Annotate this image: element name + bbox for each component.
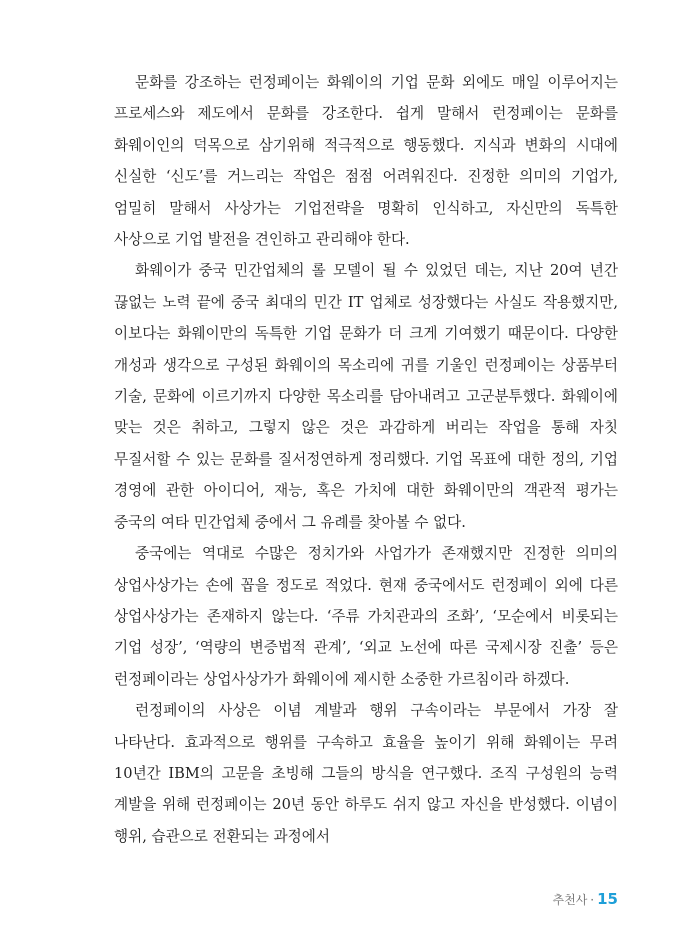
footer-section-label: 추천사	[552, 893, 588, 907]
paragraph-1: 문화를 강조하는 런정페이는 화웨이의 기업 문화 외에도 매일 이루어지는 프로세스와 제도에서 문화를 강조한다. 쉽게 말해서 런정페이는 문화를 화웨이인의 덕목으로 삼기위해 적극적으로 행동했다. 지식과 변화의 시대에 신실한 ‘신도’를 거느리는 작업은 점점 어려워진다. 진정한 의미의 기업가, 엄밀히 말해서 사상가는 기업전략을 명확히 인식하고, 자신만의 독특한 사상으로 기업 발전을 견인하고 관리해야 한다.	[114, 74, 618, 249]
page-footer	[553, 890, 618, 908]
footer-separator: ·	[590, 893, 595, 907]
paragraph-2: 화웨이가 중국 민간업체의 롤 모델이 될 수 있었던 데는, 지난 20여 년간 끊없는 노력 끝에 중국 최대의 민간 IT 업체로 성장했다는 사실도 작용했지만, 이보다는 화웨이만의 독특한 기업 문화가 더 크게 기여했기 때문이다. 다양한 개성과 생각으로 구성된 화웨이의 목소리에 귀를 기울인 런정페이는 상품부터 기술, 문화에 이르기까지 다양한 목소리를 담아내려고 고군분투했다. 화웨이에 맞는 것은 취하고, 그렇지 않은 것은 과감하게 버리는 작업을 통해 자칫 무질서할 수 있는 문화를 질서정연하게 정리했다. 기업 목표에 대한 정의, 기업 경영에 관한 아이디어, 재능, 혹은 가치에 대한 화웨이만의 객관적 평가는 중국의 여타 민간업체 중에서 그 유례를 찾아볼 수 없다.	[114, 262, 618, 531]
paragraph-4: 런정페이의 사상은 이념 계발과 행위 구속이라는 부문에서 가장 잘 나타난다. 효과적으로 행위를 구속하고 효율을 높이기 위해 화웨이는 무려 10년간 IBM의 고문을 초빙해 그들의 방식을 연구했다. 조직 구성원의 능력 계발을 위해 런정페이는 20년 동안 하루도 쉬지 않고 자신을 반성했다. 이념이 행위, 습관으로 전환되는 과정에서	[114, 702, 618, 845]
paragraph-3: 중국에는 역대로 수많은 정치가와 사업가가 존재했지만 진정한 의미의 상업사상가는 손에 꼽을 정도로 적었다. 현재 중국에서도 런정페이 외에 다른 상업사상가는 존재하지 않는다. ‘주류 가치관과의 조화’, ‘모순에서 비롯되는 기업 성장’, ‘역량의 변증법적 관계’, ‘외교 노선에 따른 국제시장 진출’ 등은 런정페이라는 상업사상가가 화웨이에 제시한 소중한 가르침이라 하겠다.	[114, 545, 618, 688]
page-number: 15	[597, 890, 618, 908]
page-body	[114, 67, 618, 852]
